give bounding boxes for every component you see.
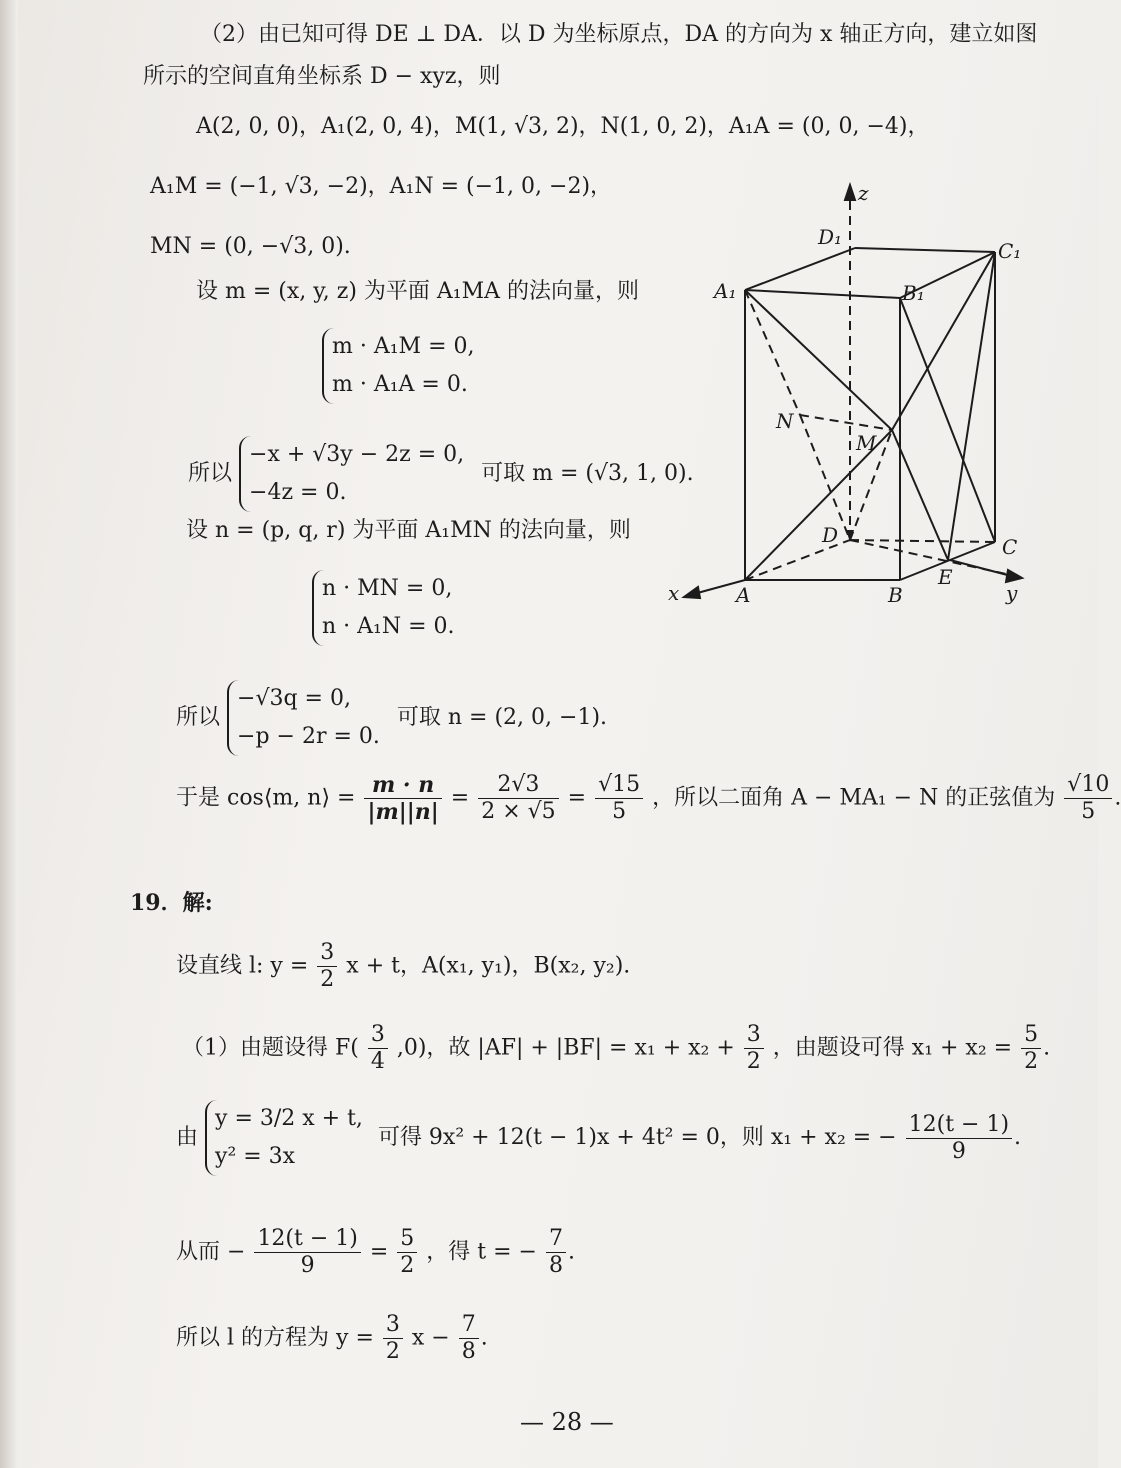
page-edge-shadow: [0, 0, 18, 1468]
sum-value-den: 2: [1024, 1049, 1039, 1074]
focus-frac-den: 4: [370, 1049, 385, 1074]
m-so-label: 所以: [188, 461, 233, 486]
edge-A1-B1: [745, 290, 900, 298]
quadratic-result: 可得 9x² + 12(t − 1)x + 4t² = 0，则 x₁ + x₂ = −: [377, 1125, 897, 1150]
part1-pre: （1）由题设得 F(: [182, 1035, 359, 1061]
label-A: A: [736, 583, 751, 607]
line-setup-rest: x + t，A(x₁, y₁)，B(x₂, y₂).: [346, 953, 631, 979]
cos-frac1-den: |m||n|: [367, 799, 439, 825]
final-frac2-den: 8: [461, 1339, 476, 1364]
label-D1: D₁: [818, 225, 843, 249]
system-line-eq: y = 3/2 x + t,: [215, 1106, 363, 1131]
sum-frac-den: 2: [746, 1049, 761, 1074]
substitution-line: 由 y = 3/2 x + t, y² = 3x 可得 9x² + 12(t − 1)x + 4t² = 0，则 x₁ + x₂ = − $\frac{12(t - 1)}{9}$ .: [176, 1100, 1021, 1176]
solve-frac2-num: 5: [397, 1226, 417, 1253]
system-parabola-eq: y² = 3x: [215, 1144, 296, 1169]
solve-t-line: 从而 − $\frac{12(t - 1)}{9}$ = $\frac{5}{2}$ ，得 t = − $\frac{7}{8}$ .: [176, 1226, 575, 1278]
page-number: — 28 —: [520, 1408, 614, 1436]
label-D: D: [822, 523, 839, 547]
final-mid: x −: [411, 1325, 450, 1351]
t-frac-num: 7: [546, 1226, 566, 1253]
label-B: B: [888, 583, 903, 607]
label-N: N: [776, 409, 794, 433]
vieta-frac-den: 9: [951, 1138, 966, 1164]
line-A1-M: [745, 290, 892, 430]
x-axis-arrow: [684, 587, 700, 598]
part2-line1: （2）由已知可得 DE ⊥ DA．以 D 为坐标原点，DA 的方向为 x 轴正方向，建立如图: [200, 22, 1038, 47]
sine-frac-num: √10: [1064, 772, 1112, 799]
final-frac1-num: 3: [383, 1312, 403, 1339]
solve-get: ，得 t = −: [426, 1239, 537, 1265]
line-E-C1: [948, 252, 995, 560]
final-pre: 所以 l 的方程为 y =: [176, 1325, 374, 1351]
cos-conclusion: ，所以二面角 A − MA₁ − N 的正弦值为: [652, 785, 1056, 811]
n-equation-system: [227, 680, 380, 756]
sine-frac-den: 5: [1081, 799, 1096, 824]
part2-line2: 所示的空间直角坐标系 D − xyz，则: [143, 64, 501, 89]
coords-line1: A(2, 0, 0)，A₁(2, 0, 4)，M(1, √3, 2)，N(1, 0, 2)，A₁A = (0, 0, −4)，: [196, 114, 930, 139]
q19-heading: 19．解:: [130, 890, 213, 916]
solve-eq: =: [369, 1239, 389, 1265]
line-setup-frac-num: 3: [317, 940, 337, 967]
focus-frac-num: 3: [368, 1022, 388, 1049]
solve-pre: 从而 −: [176, 1239, 246, 1265]
label-y: y: [1006, 581, 1018, 605]
n-so-label: 所以: [176, 705, 221, 730]
label-z: z: [858, 181, 869, 205]
m-result: 可取 m = (√3, 1, 0).: [481, 461, 694, 486]
n-result: 可取 n = (2, 0, −1).: [396, 705, 608, 730]
edge-A1-D1: [745, 248, 855, 290]
label-M: M: [856, 431, 877, 455]
cos-frac2-den: 2 × √5: [481, 799, 556, 824]
label-C1: C₁: [998, 239, 1022, 263]
t-frac-den: 8: [549, 1253, 563, 1278]
part1-mid2: ，由题设可得 x₁ + x₂ =: [772, 1035, 1013, 1061]
prism-diagram: [660, 180, 1040, 620]
cos-frac3-num: √15: [595, 772, 643, 799]
edge-D1-C1: [855, 248, 995, 252]
line-A1-N: [745, 290, 800, 415]
sum-frac-num: 3: [744, 1022, 764, 1049]
line-setup-pre: 设直线 l: y =: [176, 953, 309, 979]
final-equation-line: 所以 l 的方程为 y = $\frac{3}{2}$ x − $\frac{7}{8}$ .: [176, 1312, 488, 1364]
m-equation-2: −4z = 0.: [249, 480, 347, 505]
label-B1: B₁: [902, 281, 925, 305]
m-equation-system: [239, 436, 464, 512]
cos-frac2-num: 2√3: [478, 772, 558, 799]
substitution-you: 由: [176, 1125, 199, 1150]
n-condition-1: n · MN = 0,: [322, 576, 453, 601]
part1-focus: （1）由题设得 F( $\frac{3}{4}$ ,0)，故 |AF| + |BF| = x₁ + x₂ + $\frac{3}{2}$ ，由题设可得 x₁ + x₂ = $\frac{5}{2}$ .: [182, 1022, 1051, 1074]
coords-line2: A₁M = (−1, √3, −2)，A₁N = (−1, 0, −2)，: [150, 174, 613, 199]
part1-mid: ,0)，故 |AF| + |BF| = x₁ + x₂ +: [396, 1035, 735, 1061]
edge-D-C: [850, 540, 995, 542]
line-setup: [176, 940, 630, 993]
n-equation-1: −√3q = 0,: [237, 686, 351, 711]
n-condition-system: [312, 570, 455, 646]
vieta-frac-num: 12(t − 1): [906, 1112, 1012, 1139]
label-E: E: [938, 565, 953, 589]
label-C: C: [1002, 535, 1018, 559]
line-M-C1: [892, 252, 995, 430]
m-condition-2: m · A₁A = 0.: [332, 372, 468, 397]
final-frac1-den: 2: [385, 1339, 400, 1364]
label-A1: A₁: [714, 279, 737, 303]
line-parabola-system: [205, 1100, 363, 1176]
label-x: x: [668, 581, 680, 605]
n-intro: 设 n = (p, q, r) 为平面 A₁MN 的法向量，则: [186, 518, 631, 543]
m-equation-1: −x + √3y − 2z = 0,: [249, 442, 465, 467]
z-axis-arrow: [845, 185, 855, 200]
cosine-line: 于是 cos⟨m, n⟩ = $\frac{m \cdot n}{|m||n|}$ = $\frac{2√3}{2 \times √5}$ = $\frac{√15}{5}$ ，所以二面角 A − MA₁ − N 的正弦值为 $\frac{√10}{5}$ .: [176, 772, 1121, 825]
y-axis-solid: [950, 560, 1015, 577]
n-condition-2: n · A₁N = 0.: [322, 614, 455, 639]
solve-frac2-den: 2: [400, 1253, 415, 1278]
solve-frac1-den: 9: [300, 1253, 315, 1278]
cos-prefix: 于是 cos⟨m, n⟩ =: [176, 785, 356, 811]
final-frac2-num: 7: [459, 1312, 479, 1339]
m-intro: 设 m = (x, y, z) 为平面 A₁MA 的法向量，则: [196, 279, 640, 304]
m-condition-1: m · A₁M = 0,: [332, 334, 475, 359]
sum-value-num: 5: [1021, 1022, 1041, 1049]
cos-frac3-den: 5: [612, 799, 627, 824]
line-setup-frac-den: 2: [320, 967, 335, 992]
line-N-D: [800, 415, 850, 540]
coords-line3: MN = (0, −√3, 0).: [150, 234, 351, 259]
solve-frac1-num: 12(t − 1): [254, 1226, 360, 1253]
n-equation-2: −p − 2r = 0.: [237, 724, 380, 749]
cos-frac1-num: m · n: [364, 772, 441, 799]
m-condition-system: [322, 328, 474, 404]
